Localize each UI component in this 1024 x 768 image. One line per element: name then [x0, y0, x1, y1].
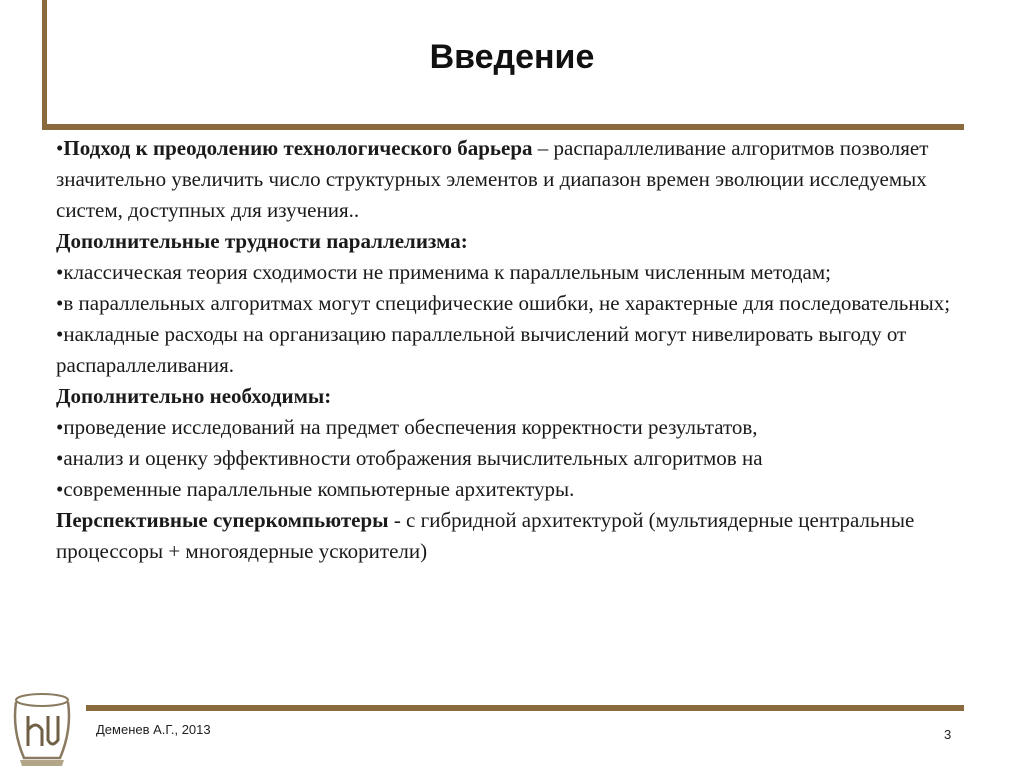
paragraph: •проведение исследований на предмет обеспечения корректности результатов, — [56, 415, 758, 439]
paragraph: •классическая теория сходимости не применима к параллельным численным методам; — [56, 260, 831, 284]
slide-content — [56, 133, 966, 567]
paragraph: Дополнительно необходимы: — [56, 384, 332, 408]
university-emblem-icon — [2, 680, 82, 768]
footer-author: Деменев А.Г., 2013 — [96, 722, 211, 737]
page-number: 3 — [944, 727, 952, 742]
paragraph: Перспективные суперкомпьютеры - с гибридной архитектурой (мультиядерные центральные процессоры + многоядерные ускорители) — [56, 508, 915, 563]
paragraph: •в параллельных алгоритмах могут специфические ошибки, не характерные для последовательных; — [56, 291, 951, 315]
paragraph: •Подход к преодолению технологического барьера – распараллеливание алгоритмов позволяет значительно увеличить число структурных элементов и диапазон времен эволюции исследуемых систем, доступных для изучения.. — [56, 136, 929, 222]
paragraph: •накладные расходы на организацию параллельной вычислений могут нивелировать выгоду от распараллеливания. — [56, 322, 907, 377]
paragraph: •современные параллельные компьютерные архитектуры. — [56, 477, 575, 501]
paragraph: •анализ и оценку эффективности отображения вычислительных алгоритмов на — [56, 446, 763, 470]
slide-title: Введение — [429, 38, 595, 76]
title-underline — [42, 124, 964, 130]
footer-line — [86, 705, 964, 711]
paragraph: Дополнительные трудности параллелизма: — [56, 229, 468, 253]
